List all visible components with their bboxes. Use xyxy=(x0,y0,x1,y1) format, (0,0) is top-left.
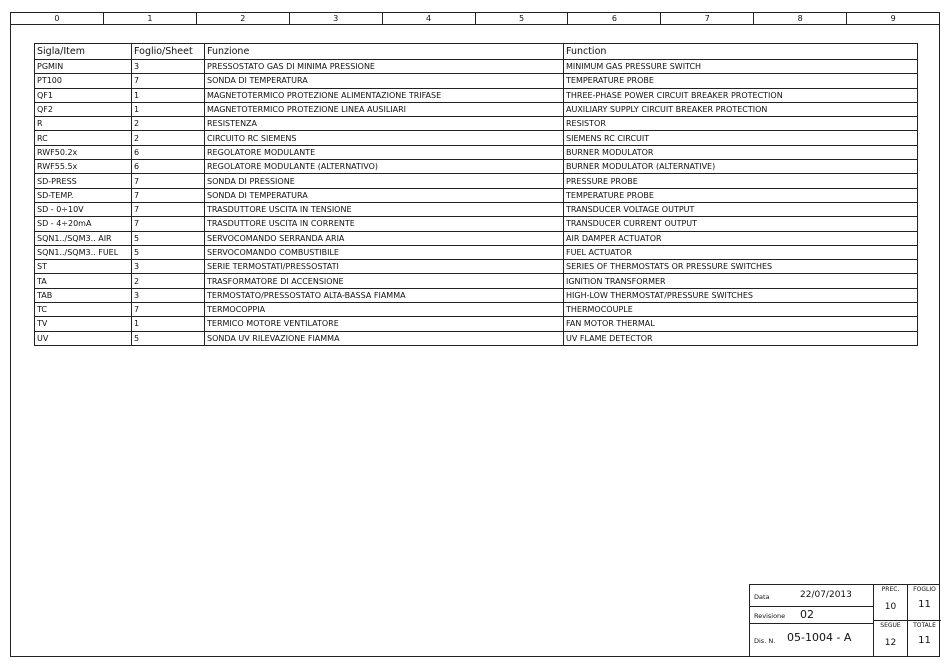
cell-function: AIR DAMPER ACTUATOR xyxy=(564,231,918,245)
next-label: SEGUE xyxy=(880,622,901,629)
ruler-cell: 7 xyxy=(661,13,754,24)
table-row xyxy=(35,288,918,302)
cell-sheet: 5 xyxy=(132,231,205,245)
cell-item: RWF50.2x xyxy=(35,145,132,159)
cell-item: QF1 xyxy=(35,88,132,102)
cell-function: TEMPERATURE PROBE xyxy=(564,74,918,88)
ruler-cell: 0 xyxy=(11,13,104,24)
table-row xyxy=(35,88,918,102)
drawing-number-label: Dis. N. xyxy=(754,637,776,645)
cell-sheet: 7 xyxy=(132,74,205,88)
table-row xyxy=(35,102,918,116)
cell-funzione: REGOLATORE MODULANTE xyxy=(205,145,564,159)
table-row xyxy=(35,145,918,159)
sheet-value: 11 xyxy=(918,599,931,610)
table-row xyxy=(35,174,918,188)
cell-sheet: 2 xyxy=(132,117,205,131)
drawing-number-row xyxy=(750,624,873,657)
cell-function: SIEMENS RC CIRCUIT xyxy=(564,131,918,145)
cell-sheet: 6 xyxy=(132,160,205,174)
table-row xyxy=(35,74,918,88)
cell-function: BURNER MODULATOR (ALTERNATIVE) xyxy=(564,160,918,174)
table-row xyxy=(35,245,918,259)
table-row xyxy=(35,160,918,174)
cell-item: QF2 xyxy=(35,102,132,116)
cell-function: RESISTOR xyxy=(564,117,918,131)
next-value: 12 xyxy=(884,638,897,648)
ruler-cell: 3 xyxy=(290,13,383,24)
table-row xyxy=(35,260,918,274)
header-sheet: Foglio/Sheet xyxy=(132,44,205,60)
column-ruler xyxy=(10,12,940,25)
cell-item: TAB xyxy=(35,288,132,302)
cell-item: RWF55.5x xyxy=(35,160,132,174)
component-legend-table xyxy=(34,43,918,346)
cell-sheet: 1 xyxy=(132,88,205,102)
cell-item: SD-TEMP. xyxy=(35,188,132,202)
total-label: TOTALE xyxy=(913,622,936,629)
header-item: Sigla/Item xyxy=(35,44,132,60)
cell-item: SD - 4÷20mA xyxy=(35,217,132,231)
cell-funzione: SERVOCOMANDO SERRANDA ARIA xyxy=(205,231,564,245)
cell-function: SERIES OF THERMOSTATS OR PRESSURE SWITCHES xyxy=(564,260,918,274)
cell-funzione: TERMICO MOTORE VENTILATORE xyxy=(205,317,564,331)
total-value: 11 xyxy=(918,635,931,646)
cell-sheet: 7 xyxy=(132,174,205,188)
cell-item: TA xyxy=(35,274,132,288)
sheet-box xyxy=(907,585,941,621)
cell-sheet: 5 xyxy=(132,331,205,345)
cell-funzione: TERMOSTATO/PRESSOSTATO ALTA-BASSA FIAMMA xyxy=(205,288,564,302)
cell-function: BURNER MODULATOR xyxy=(564,145,918,159)
cell-funzione: SONDA DI TEMPERATURA xyxy=(205,74,564,88)
table-row xyxy=(35,131,918,145)
cell-item: ST xyxy=(35,260,132,274)
cell-sheet: 6 xyxy=(132,145,205,159)
cell-function: AUXILIARY SUPPLY CIRCUIT BREAKER PROTECTION xyxy=(564,102,918,116)
table-row xyxy=(35,231,918,245)
cell-function: MINIMUM GAS PRESSURE SWITCH xyxy=(564,60,918,74)
cell-function: UV FLAME DETECTOR xyxy=(564,331,918,345)
date-label: Data xyxy=(754,593,770,601)
cell-function: TRANSDUCER CURRENT OUTPUT xyxy=(564,217,918,231)
cell-sheet: 7 xyxy=(132,303,205,317)
cell-function: IGNITION TRANSFORMER xyxy=(564,274,918,288)
ruler-cell: 6 xyxy=(568,13,661,24)
table-row xyxy=(35,60,918,74)
prev-label: PREC. xyxy=(881,586,900,593)
cell-function: TRANSDUCER VOLTAGE OUTPUT xyxy=(564,202,918,216)
cell-sheet: 1 xyxy=(132,102,205,116)
table-row xyxy=(35,188,918,202)
table-row xyxy=(35,217,918,231)
table-row xyxy=(35,202,918,216)
revision-label: Revisione xyxy=(754,612,786,620)
cell-funzione: SONDA UV RILEVAZIONE FIAMMA xyxy=(205,331,564,345)
cell-item: SD - 0÷10V xyxy=(35,202,132,216)
cell-sheet: 7 xyxy=(132,217,205,231)
cell-funzione: MAGNETOTERMICO PROTEZIONE LINEA AUSILIARI xyxy=(205,102,564,116)
drawing-number-value: 05-1004 - A xyxy=(787,631,852,644)
cell-funzione: CIRCUITO RC SIEMENS xyxy=(205,131,564,145)
cell-item: TV xyxy=(35,317,132,331)
table-row xyxy=(35,317,918,331)
cell-function: PRESSURE PROBE xyxy=(564,174,918,188)
cell-item: R xyxy=(35,117,132,131)
cell-function: THERMOCOUPLE xyxy=(564,303,918,317)
ruler-cell: 5 xyxy=(476,13,569,24)
cell-sheet: 3 xyxy=(132,60,205,74)
revision-value: 02 xyxy=(800,608,814,621)
ruler-cell: 9 xyxy=(890,14,896,23)
ruler-cell: 1 xyxy=(104,13,197,24)
table-row xyxy=(35,117,918,131)
header-funzione: Funzione xyxy=(205,44,564,60)
ruler-cell: 4 xyxy=(383,13,476,24)
cell-funzione: MAGNETOTERMICO PROTEZIONE ALIMENTAZIONE TRIFASE xyxy=(205,88,564,102)
cell-function: THREE-PHASE POWER CIRCUIT BREAKER PROTECTION xyxy=(564,88,918,102)
table-header-row xyxy=(35,44,918,60)
cell-funzione: SONDA DI TEMPERATURA xyxy=(205,188,564,202)
table-row xyxy=(35,274,918,288)
table-row xyxy=(35,303,918,317)
cell-funzione: PRESSOSTATO GAS DI MINIMA PRESSIONE xyxy=(205,60,564,74)
ruler-cell: 2 xyxy=(197,13,290,24)
cell-sheet: 2 xyxy=(132,131,205,145)
table-row xyxy=(35,331,918,345)
cell-sheet: 5 xyxy=(132,245,205,259)
cell-item: PGMIN xyxy=(35,60,132,74)
total-box xyxy=(907,621,941,657)
cell-funzione: TRASFORMATORE DI ACCENSIONE xyxy=(205,274,564,288)
cell-funzione: SONDA DI PRESSIONE xyxy=(205,174,564,188)
cell-sheet: 7 xyxy=(132,202,205,216)
date-row xyxy=(750,585,873,607)
cell-item: TC xyxy=(35,303,132,317)
cell-item: SQN1../SQM3.. FUEL xyxy=(35,245,132,259)
cell-sheet: 2 xyxy=(132,274,205,288)
cell-funzione: TERMOCOPPIA xyxy=(205,303,564,317)
cell-funzione: REGOLATORE MODULANTE (ALTERNATIVO) xyxy=(205,160,564,174)
cell-item: SQN1../SQM3.. AIR xyxy=(35,231,132,245)
cell-sheet: 7 xyxy=(132,188,205,202)
cell-function: FAN MOTOR THERMAL xyxy=(564,317,918,331)
cell-function: FUEL ACTUATOR xyxy=(564,245,918,259)
table-body xyxy=(35,60,918,346)
ruler-cell: 8 xyxy=(754,13,847,24)
cell-item: PT100 xyxy=(35,74,132,88)
date-value: 22/07/2013 xyxy=(800,590,852,600)
cell-funzione: SERIE TERMOSTATI/PRESSOSTATI xyxy=(205,260,564,274)
cell-item: RC xyxy=(35,131,132,145)
sheet-label: FOGLIO xyxy=(913,586,936,593)
cell-funzione: RESISTENZA xyxy=(205,117,564,131)
header-function: Function xyxy=(564,44,918,60)
cell-function: HIGH-LOW THERMOSTAT/PRESSURE SWITCHES xyxy=(564,288,918,302)
cell-function: TEMPERATURE PROBE xyxy=(564,188,918,202)
title-block xyxy=(749,584,940,657)
next-sheet-box xyxy=(873,621,907,657)
prev-value: 10 xyxy=(884,602,897,612)
prev-sheet-box xyxy=(873,585,907,621)
cell-funzione: TRASDUTTORE USCITA IN TENSIONE xyxy=(205,202,564,216)
cell-sheet: 1 xyxy=(132,317,205,331)
cell-sheet: 3 xyxy=(132,260,205,274)
cell-funzione: TRASDUTTORE USCITA IN CORRENTE xyxy=(205,217,564,231)
cell-item: SD-PRESS xyxy=(35,174,132,188)
cell-funzione: SERVOCOMANDO COMBUSTIBILE xyxy=(205,245,564,259)
revision-row xyxy=(750,607,873,624)
cell-sheet: 3 xyxy=(132,288,205,302)
cell-item: UV xyxy=(35,331,132,345)
